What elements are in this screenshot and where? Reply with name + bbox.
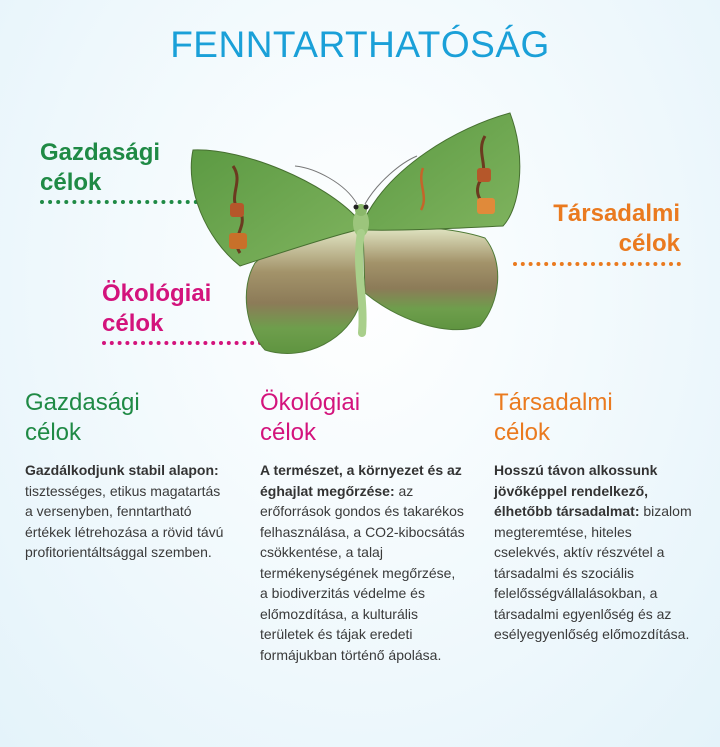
column-economic	[25, 388, 230, 563]
callout-ecological-line1: Ökológiai	[102, 280, 212, 307]
column-heading	[25, 388, 230, 460]
column-heading-line1: Ökológiai	[260, 389, 361, 416]
callout-economic-line1: Gazdasági	[40, 139, 161, 166]
callout-economic-line2: célok	[40, 169, 102, 196]
column-text	[25, 460, 230, 563]
callout-social	[553, 199, 680, 259]
callout-ecological-line2: célok	[102, 310, 164, 337]
column-heading-line1: Társadalmi	[494, 389, 613, 416]
fore-wing-right	[365, 113, 520, 230]
callout-economic	[40, 138, 160, 198]
column-heading	[494, 388, 699, 460]
column-lead: Gazdálkodjunk stabil alapon:	[25, 462, 219, 478]
column-ecological	[260, 388, 465, 665]
callout-social-line2: célok	[618, 230, 680, 257]
column-lead: A természet, a környezet és az éghajlat megőrzése:	[260, 462, 462, 499]
column-body: bizalom megteremtése, hiteles cselekvés, aktív részvétel a társadalmi és szociális felelősségvállalásokban, a társadalmi egyenlőség és az esélyegyenlőség előmozdítása.	[494, 503, 692, 642]
column-body: az erőforrások gondos és takarékos felhasználása, a CO2-kibocsátás csökkentése, a talaj termékenységének megőrzése, a biodiverzitás védelme és előmozdítása, a kulturális területek és tájak eredeti formájukban történő ápolása.	[260, 482, 465, 663]
page-title: FENNTARTHATÓSÁG	[170, 24, 550, 65]
callout-social-line1: Társadalmi	[553, 200, 680, 227]
column-lead: Hosszú távon alkossunk jövőképpel rendelkező, élhetőbb társadalmat:	[494, 462, 658, 519]
column-body: tisztességes, etikus magatartás a versenyben, fenntartható értékek létrehozása a rövid távú profitorientáltsággal szemben.	[25, 482, 224, 560]
moth-illustration	[185, 88, 535, 368]
column-heading	[260, 388, 465, 460]
column-heading-line1: Gazdasági	[25, 389, 140, 416]
hind-wing-right	[363, 226, 498, 329]
column-text	[260, 460, 465, 665]
column-social	[494, 388, 699, 645]
leader-line-economic	[40, 200, 198, 204]
column-text	[494, 460, 699, 645]
column-heading-line2: célok	[25, 419, 82, 446]
leader-line-social	[513, 262, 681, 266]
column-heading-line2: célok	[260, 419, 317, 446]
column-heading-line2: célok	[494, 419, 551, 446]
